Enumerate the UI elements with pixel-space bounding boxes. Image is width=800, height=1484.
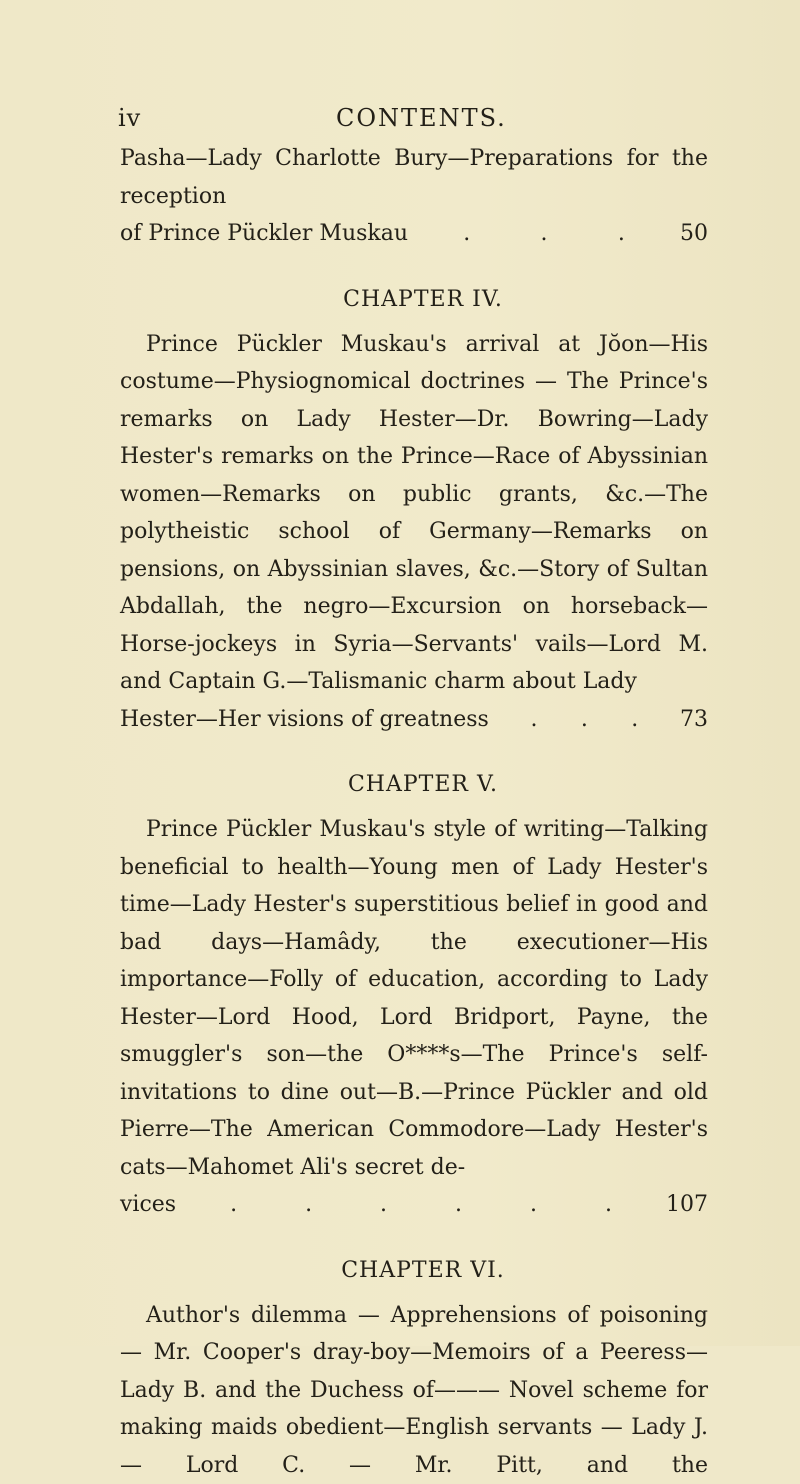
leader-dot: . bbox=[541, 215, 548, 253]
chapter-entry-vi bbox=[120, 1252, 708, 1484]
chapter-heading: CHAPTER V. bbox=[120, 766, 708, 803]
summary-end-line bbox=[120, 215, 708, 253]
previous-chapter-end bbox=[120, 140, 708, 253]
summary-end-line bbox=[120, 701, 708, 739]
page-reference: 107 bbox=[666, 1186, 708, 1224]
page-number: iv bbox=[118, 104, 141, 132]
running-head bbox=[0, 104, 800, 144]
chapter-summary: Prince Pückler Muskau's arrival at Jŏon—His costume—Physiognomical doctrines — The Prince's remarks on Lady Hester—Dr. Bowring—Lady Hester's remarks on the Prince—Race of Abyssinian women—Remarks on public grants, &c.—The polytheistic school of Germany—Remarks on pensions, on Abyssinian slaves, &c.—Story of Sultan Abdallah, the negro—Excursion on horseback—Horse-jockeys in Syria—Servants' vails—Lord M. and Captain G.—Talismanic charm about Lady bbox=[120, 326, 708, 701]
leader-dot: . bbox=[455, 1186, 462, 1224]
leader-dot: . bbox=[530, 1186, 537, 1224]
chapter-summary: Author's dilemma — Apprehensions of poisoning — Mr. Cooper's dray-boy—Memoirs of a Peeress—Lady B. and the Duchess of——— Novel scheme for making maids obedient—English servants — Lady J. — Lord C. — Mr. Pitt, and the bbox=[120, 1297, 708, 1484]
running-title: CONTENTS. bbox=[336, 104, 507, 132]
page-reference: 73 bbox=[680, 701, 708, 739]
summary-last-text: of Prince Pückler Muskau bbox=[120, 215, 408, 253]
leader-dot: . bbox=[581, 701, 588, 739]
leader-dot: . bbox=[463, 215, 470, 253]
chapter-heading: CHAPTER VI. bbox=[120, 1252, 708, 1289]
dot-leader bbox=[176, 1186, 666, 1224]
leader-dot: . bbox=[305, 1186, 312, 1224]
dot-leader bbox=[489, 701, 680, 739]
dot-leader bbox=[408, 215, 680, 253]
contents-listing bbox=[120, 140, 708, 1484]
summary-end-line bbox=[120, 1186, 708, 1224]
leader-dot: . bbox=[618, 215, 625, 253]
leader-dot: . bbox=[380, 1186, 387, 1224]
chapter-entry-iv bbox=[120, 281, 708, 739]
leader-dot: . bbox=[631, 701, 638, 739]
leader-dot: . bbox=[605, 1186, 612, 1224]
chapter-heading: CHAPTER IV. bbox=[120, 281, 708, 318]
summary-last-text: Hester—Her visions of greatness bbox=[120, 701, 489, 739]
summary-line: Pasha—Lady Charlotte Bury—Preparations for the reception bbox=[120, 140, 708, 215]
summary-last-text: vices bbox=[120, 1186, 176, 1224]
leader-dot: . bbox=[531, 701, 538, 739]
chapter-entry-v bbox=[120, 766, 708, 1224]
chapter-summary: Prince Pückler Muskau's style of writing—Talking beneficial to health—Young men of Lady Hester's time—Lady Hester's superstitious belief in good and bad days—Hamâdy, the executioner—His importance—Folly of education, according to Lady Hester—Lord Hood, Lord Bridport, Payne, the smuggler's son—the O****s—The Prince's self-invitations to dine out—B.—Prince Pückler and old Pierre—The American Commodore—Lady Hester's cats—Mahomet Ali's secret de- bbox=[120, 811, 708, 1186]
leader-dot: . bbox=[230, 1186, 237, 1224]
page-reference: 50 bbox=[680, 215, 708, 253]
